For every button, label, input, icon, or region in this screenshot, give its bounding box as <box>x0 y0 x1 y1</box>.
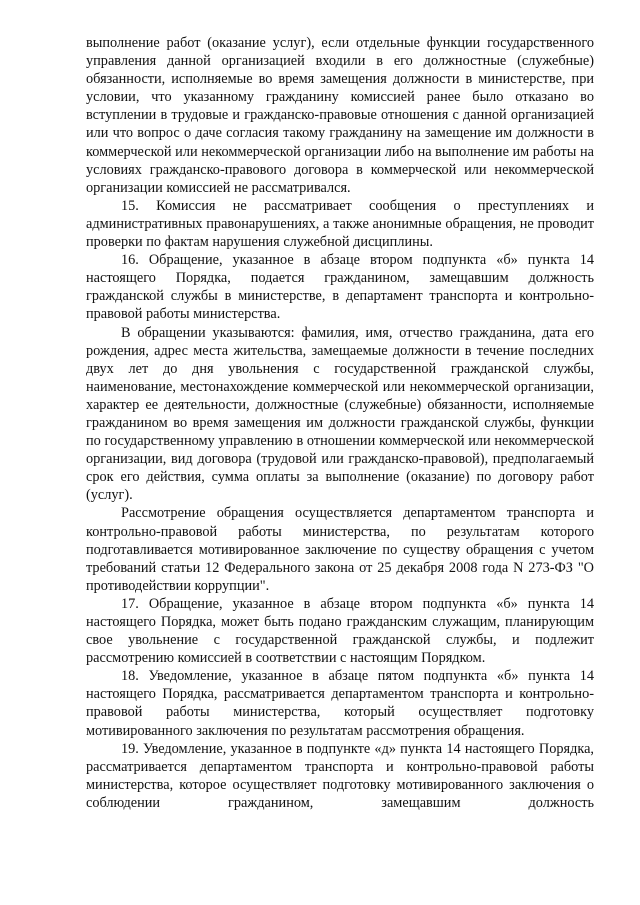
paragraph-16-appeal-content: В обращении указываются: фамилия, имя, отчество гражданина, дата его рождения, адрес места жительства, замещаемые должности в течение последних двух лет до дня увольнения с государственной гражданской службы, наименование, местонахождение коммерческой или некоммерческой организации, характер ее деятельности, должностные (служебные) обязанности, исполняемые гражданином во время замещения им должности гражданской службы, функции по государственному управлению в отношении коммерческой или некоммерческой организации, вид договора (трудовой или гражданско-правовой), предполагаемый срок его действия, сумма оплаты за выполнение (оказание) по договору работ (услуг). <box>86 324 594 504</box>
paragraph-15: 15. Комиссия не рассматривает сообщения о преступлениях и административных правонарушениях, а также анонимные обращения, не проводит проверки по фактам нарушения служебной дисциплины. <box>86 197 594 251</box>
paragraph-17: 17. Обращение, указанное в абзаце втором подпункта «б» пункта 14 настоящего Порядка, может быть подано гражданским служащим, планирующим свое увольнение с государственной гражданской службы, и подлежит рассмотрению комиссией в соответствии с настоящим Порядком. <box>86 595 594 667</box>
paragraph-continuation: выполнение работ (оказание услуг), если отдельные функции государственного управления данной организацией входили в его должностные (служебные) обязанности, исполняемые во время замещения должности в министерстве, при условии, что указанному гражданину комиссией ранее было отказано во вступлении в трудовые и гражданско-правовые отношения с данной организацией или что вопрос о даче согласия такому гражданину на замещение им должности в коммерческой или некоммерческой организации либо на выполнение им работы на условиях гражданско-правового договора в коммерческой или некоммерческой организации комиссией не рассматривался. <box>86 35 594 196</box>
paragraph-16: 16. Обращение, указанное в абзаце втором подпункта «б» пункта 14 настоящего Порядка, подается гражданином, замещавшим должность гражданской службы в министерстве, в департамент транспорта и контрольно-правовой работы министерства. <box>86 252 594 323</box>
paragraph-18: 18. Уведомление, указанное в абзаце пятом подпункта «б» пункта 14 настоящего Порядка, рассматривается департаментом транспорта и контрольно-правовой работы министерства, который осуществляет подготовку мотивированного заключения по результатам рассмотрения обращения. <box>86 668 594 739</box>
paragraph-16-appeal-review: Рассмотрение обращения осуществляется департаментом транспорта и контрольно-правовой работы министерства, по результатам которого подготавливается мотивированное заключение по существу обращения с учетом требований статьи 12 Федерального закона от 25 декабря 2008 года N 273-ФЗ "О противодействии коррупции". <box>86 505 594 594</box>
document-body <box>86 34 594 812</box>
paragraph-19: 19. Уведомление, указанное в подпункте «д» пункта 14 настоящего Порядка, рассматривается департаментом транспорта и контрольно-правовой работы министерства, которое осуществляет подготовку мотивированного заключения о соблюдении гражданином, замещавшим должность <box>86 740 594 811</box>
